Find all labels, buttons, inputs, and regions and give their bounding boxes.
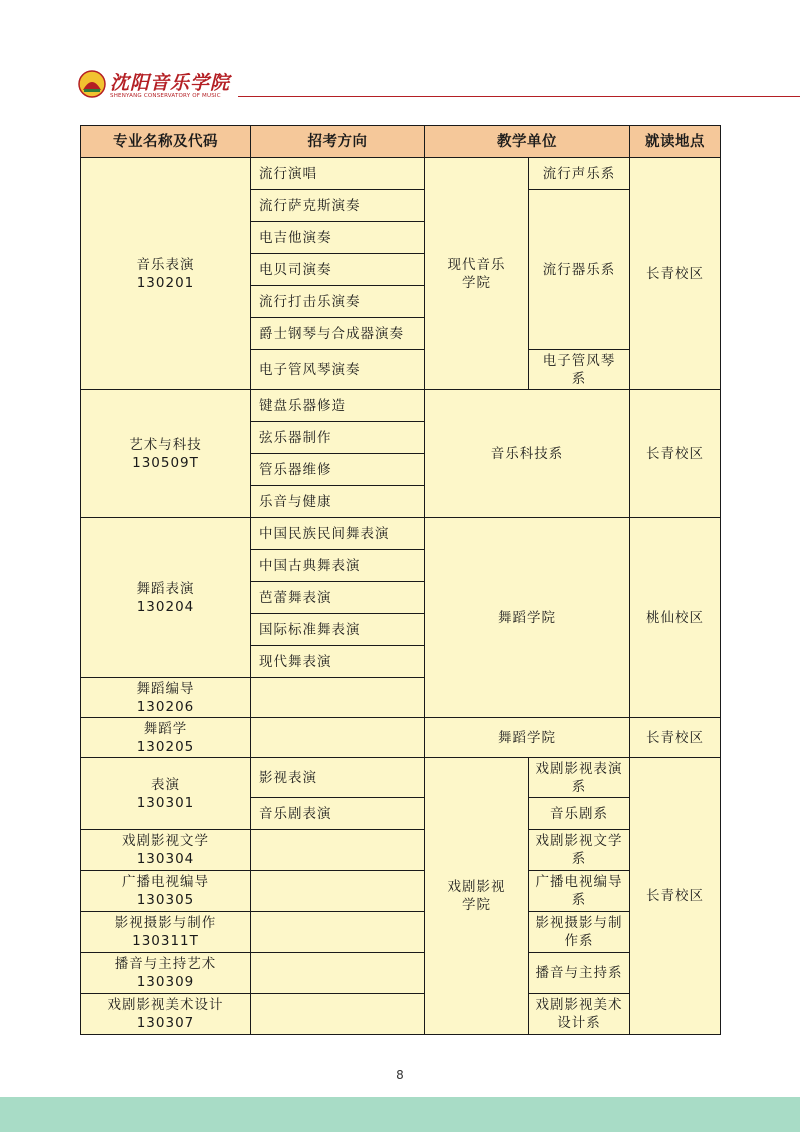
header-direction: 招考方向 <box>251 126 425 158</box>
major-cell <box>81 994 251 1035</box>
table-row <box>81 158 721 190</box>
table-header-row <box>81 126 721 158</box>
logo-wordmark: 沈阳音乐学院 <box>110 72 231 94</box>
major-name: 播音与主持艺术 <box>114 956 217 972</box>
major-table <box>80 125 721 1035</box>
major-name: 广播电视编导 <box>122 874 209 890</box>
major-code: 130205 <box>136 738 195 755</box>
major-cell <box>81 830 251 871</box>
direction-cell: 影视表演 <box>251 758 425 798</box>
direction-cell: 电子管风琴演奏 <box>251 350 425 390</box>
major-name: 舞蹈表演 <box>136 580 195 597</box>
direction-cell: 中国古典舞表演 <box>251 550 425 582</box>
direction-cell: 国际标准舞表演 <box>251 614 425 646</box>
major-cell <box>81 390 251 518</box>
major-name: 戏剧影视美术设计 <box>107 997 224 1013</box>
direction-cell: 现代舞表演 <box>251 646 425 678</box>
direction-cell: 芭蕾舞表演 <box>251 582 425 614</box>
table-row <box>81 871 721 912</box>
major-code: 130311T <box>132 933 199 949</box>
direction-cell: 电吉他演奏 <box>251 222 425 254</box>
unit-cell: 舞蹈学院 <box>425 718 630 758</box>
direction-cell: 音乐剧表演 <box>251 798 425 830</box>
major-name: 音乐表演 <box>136 256 195 273</box>
direction-cell-empty <box>251 830 425 871</box>
dept-cell: 流行器乐系 <box>529 190 630 350</box>
major-cell <box>81 518 251 678</box>
major-code: 130204 <box>136 598 195 615</box>
major-name: 艺术与科技 <box>129 436 202 453</box>
table-row <box>81 953 721 994</box>
major-cell <box>81 678 251 718</box>
header-unit: 教学单位 <box>425 126 630 158</box>
dept-cell: 戏剧影视文学 系 <box>529 830 630 871</box>
direction-cell: 乐音与健康 <box>251 486 425 518</box>
direction-cell-empty <box>251 678 425 718</box>
direction-cell: 中国民族民间舞表演 <box>251 518 425 550</box>
page-number: 8 <box>396 1068 404 1082</box>
campus-cell: 长青校区 <box>630 390 721 518</box>
major-cell <box>81 158 251 390</box>
logo-subtitle: SHENYANG CONSERVATORY OF MUSIC <box>110 93 221 99</box>
table-row <box>81 758 721 798</box>
major-name: 戏剧影视文学 <box>122 833 209 849</box>
campus-cell: 长青校区 <box>630 758 721 1035</box>
major-name: 表演 <box>151 776 180 793</box>
major-cell <box>81 718 251 758</box>
dept-cell: 戏剧影视美术 设计系 <box>529 994 630 1035</box>
direction-cell: 流行打击乐演奏 <box>251 286 425 318</box>
dept-cell: 影视摄影与制 作系 <box>529 912 630 953</box>
direction-cell: 键盘乐器修造 <box>251 390 425 422</box>
direction-cell: 爵士钢琴与合成器演奏 <box>251 318 425 350</box>
table-row <box>81 518 721 550</box>
major-code: 130307 <box>136 1015 195 1031</box>
major-name: 影视摄影与制作 <box>114 915 217 931</box>
dept-cell: 播音与主持系 <box>529 953 630 994</box>
direction-cell: 弦乐器制作 <box>251 422 425 454</box>
header-campus: 就读地点 <box>630 126 721 158</box>
major-name: 舞蹈学 <box>143 720 188 737</box>
direction-cell-empty <box>251 953 425 994</box>
dept-cell: 音乐剧系 <box>529 798 630 830</box>
direction-cell-empty <box>251 718 425 758</box>
dept-cell: 广播电视编导 系 <box>529 871 630 912</box>
major-name: 舞蹈编导 <box>136 680 195 697</box>
major-code: 130305 <box>136 892 195 908</box>
major-cell <box>81 953 251 994</box>
direction-cell-empty <box>251 994 425 1035</box>
table-row <box>81 718 721 758</box>
dept-cell: 流行声乐系 <box>529 158 630 190</box>
dept-cell: 戏剧影视表演 系 <box>529 758 630 798</box>
college-cell: 现代音乐 学院 <box>425 158 529 390</box>
table-row <box>81 994 721 1035</box>
major-code: 130509T <box>132 454 199 471</box>
major-cell <box>81 871 251 912</box>
major-code: 130206 <box>136 698 195 715</box>
header-major: 专业名称及代码 <box>81 126 251 158</box>
table-row <box>81 912 721 953</box>
direction-cell: 管乐器维修 <box>251 454 425 486</box>
college-cell: 戏剧影视 学院 <box>425 758 529 1035</box>
unit-cell: 舞蹈学院 <box>425 518 630 718</box>
major-cell <box>81 912 251 953</box>
campus-cell: 桃仙校区 <box>630 518 721 718</box>
page-header <box>78 66 800 106</box>
unit-cell: 音乐科技系 <box>425 390 630 518</box>
dept-cell: 电子管风琴 系 <box>529 350 630 390</box>
campus-cell: 长青校区 <box>630 158 721 390</box>
major-cell <box>81 758 251 830</box>
major-code: 130309 <box>136 974 195 990</box>
table-row <box>81 830 721 871</box>
conservatory-emblem-icon <box>78 70 106 98</box>
direction-cell-empty <box>251 871 425 912</box>
direction-cell: 电贝司演奏 <box>251 254 425 286</box>
table-row <box>81 390 721 422</box>
major-code: 130301 <box>136 794 195 811</box>
major-code: 130304 <box>136 851 195 867</box>
direction-cell: 流行萨克斯演奏 <box>251 190 425 222</box>
header-rule <box>238 96 800 97</box>
direction-cell-empty <box>251 912 425 953</box>
direction-cell: 流行演唱 <box>251 158 425 190</box>
major-code: 130201 <box>136 274 195 291</box>
footer-band <box>0 1097 800 1132</box>
campus-cell: 长青校区 <box>630 718 721 758</box>
